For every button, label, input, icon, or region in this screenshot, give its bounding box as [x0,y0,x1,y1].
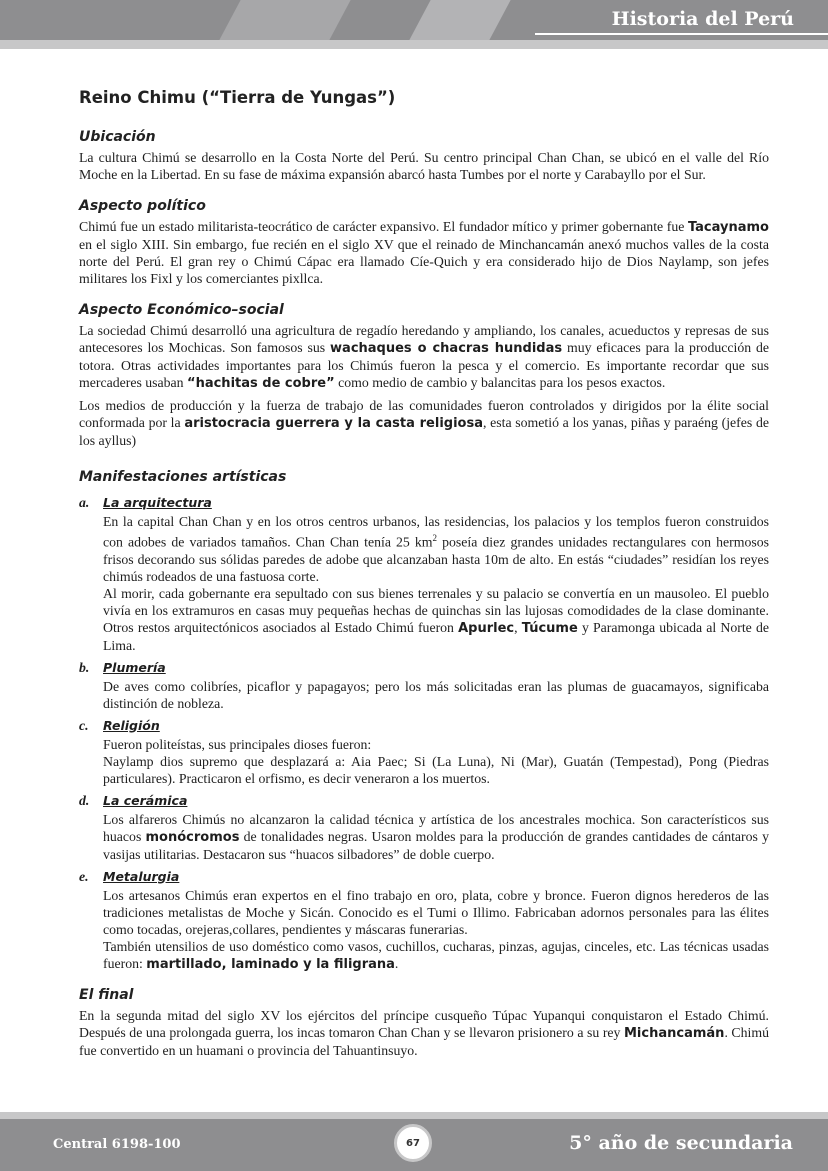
section-heading-manifestaciones: Manifestaciones artísticas [79,469,287,485]
footer-grade: 5° año de secundaria [569,1132,793,1154]
item-body-metalurgia: Los artesanos Chimús eran expertos en el fino trabajo en oro, plata, cobre y bronce. Fueron dignos herederos de las tradiciones metalistas de Moche y Sicán. Conocido es el Tumi o Illimo. Fabricaban adornos personales para las élites como tocadas, orejeras,collares, pendientes y máscaras funerarias. También utensilios de uso doméstico como vasos, cuchillos, cucharas, pinzas, agujas, cinceles, etc. Las técnicas usadas fueron: martillado, laminado y la filigrana. [103,887,769,972]
item-title: Religión [103,717,160,733]
footer-phone: Central 6198-100 [53,1137,181,1152]
page-header [0,0,828,52]
item-body-ceramica: Los alfareros Chimús no alcanzaron la calidad técnica y artística de los ancestrales mochica. Son característicos sus huacos monócromos de tonalidades negras. Usaron moldes para la producción de grandes cantidades de cántaros y vasijas utilitarias. Destacaron sus “huacos silbadores” de doble cuerpo. [103,811,770,862]
section-heading-politico: Aspecto político [79,198,206,214]
item-body-arquitectura: En la capital Chan Chan y en los otros centros urbanos, las residencias, los palacios y los templos fueron construidos con adobes de variados tamaños. Chan Chan tenía 25 $km^2$ poseía diez grandes unidades rectangulares con hermosos frisos decorando sus sólidas paredes de adobe que alcanzaban hasta 10m de alto. En estás “ciudades” residían los reyes chimús rodeados de una fastuosa corte. Al morir, cada gobernante era sepultado con sus bienes terrenales y su palacio se convertía en un mausoleo. El pueblo vivía en los extramuros en casas muy pequeñas hechas de quinchas sin las lujosas comodidades de la clase dominante. Otros restos arquitectónicos asociados al Estado Chimú fueron Apurlec, Túcume y Paramonga ubicada al Norte de Lima. [103,514,769,653]
list-marker: b. [79,659,90,675]
header-rule [535,33,828,35]
bold-term: “hachitas de cobre” [187,376,335,391]
bold-term: wachaques o chacras hundidas [330,341,563,356]
paragraph-economico-2: Los medios de producción y la fuerza de trabajo de las comunidades fueron controlados y dirigidos por la élite social conformada por la aristocracia guerrera y la casta religiosa, esta sometió a los yanas, piñas y paraéng (jefes de los ayllus) [79,398,769,448]
item-title: La cerámica [103,792,188,808]
paragraph-economico-1: La sociedad Chimú desarrolló una agricultura de regadío heredando y ampliando, los canales, acueductos y represas de sus antecesores los Mochicas. Son famosos sus wachaques o chacras hundidas muy eficaces para la producción de totora. Otras actividades importantes para los Chimús fueron la pesca y el comercio. Es importante recordar que sus mercaderes usaban “hachitas de cobre” como medio de cambio y balancitas para los pesos exactos. [79,323,769,391]
document-body [79,88,769,1059]
section-heading-ubicacion: Ubicación [79,129,156,145]
section-heading-economico: Aspecto Económico–social [79,302,284,318]
section-heading-final: El final [79,986,134,1003]
item-body-religion: Fueron politeístas, sus principales dioses fueron: Naylamp dios supremo que desplazará a: Aia Paec; Si (La Luna), Ni (Mar), Guatán (Tempestad), Pong (Piedras particulares). Practicaron el orfismo, es decir veneraron a los muertos. [103,736,769,786]
paragraph-politico: Chimú fue un estado militarista-teocrático de carácter expansivo. El fundador mítico y primer gobernante fue Tacaynamo en el siglo XIII. Sin embargo, fue recién en el siglo XV que el reinado de Minchancamán anexó muchos valles de la costa norte del Perú. El gran rey o Chimú Cápac era llamado Cíe-Quich y era considerado hijo de Dios Naylamp, son jefes militares los Fixl y los comerciantes pixllca. [79,219,769,286]
list-item-plumeria [79,660,769,676]
item-body-plumeria: De aves como colibríes, picaflor y papagayos; pero los más solicitadas eran las plumas de guacamayos, significaba distinción de nobleza. [103,678,769,711]
header-stripe [0,40,828,49]
list-marker: c. [79,717,89,733]
paragraph-ubicacion: La cultura Chimú se desarrollo en la Costa Norte del Perú. Su centro principal Chan Chan, se ubicó en el valle del Río Moche en la Libertad. En su fase de máxima expansión abarcó hasta Tumbes por el norte y Carabayllo por el Sur. [79,150,769,182]
list-item-ceramica [79,793,769,809]
paragraph-final: En la segunda mitad del siglo XV los ejércitos del príncipe cusqueño Túpac Yupanqui conquistaron el Estado Chimú. Después de una prolongada guerra, los incas tomaron Chan Chan y se llevaron prisionero a su rey Michancamán. Chimú fue convertido en un huamani o provincia del Tahuantinsuyo. [79,1007,769,1058]
bold-term: aristocracia guerrera y la casta religiosa [184,416,483,431]
bold-term: Tacaynamo [687,220,769,235]
footer-stripe [0,1112,828,1119]
bold-term: Apurlec [458,620,515,636]
list-marker: a. [79,495,90,510]
document-title: Reino Chimu (“Tierra de Yungas”) [79,88,396,107]
item-title: Metalurgia [103,868,180,884]
header-decoration [219,0,350,40]
list-marker: e. [79,868,89,884]
item-title: Plumería [103,659,166,675]
list-marker: d. [79,792,90,808]
bold-term: Michancamán [624,1025,725,1041]
header-title: Historia del Perú [611,8,794,30]
bold-term: monócromos [145,829,240,845]
item-title: La arquitectura [103,495,212,510]
list-item-metalurgia [79,869,769,885]
list-item-arquitectura [79,495,769,511]
list-item-religion [79,718,769,734]
bold-term: Túcume [521,620,578,636]
bold-term: martillado, laminado y la filigrana [146,956,395,972]
page-number: 67 [394,1124,432,1162]
